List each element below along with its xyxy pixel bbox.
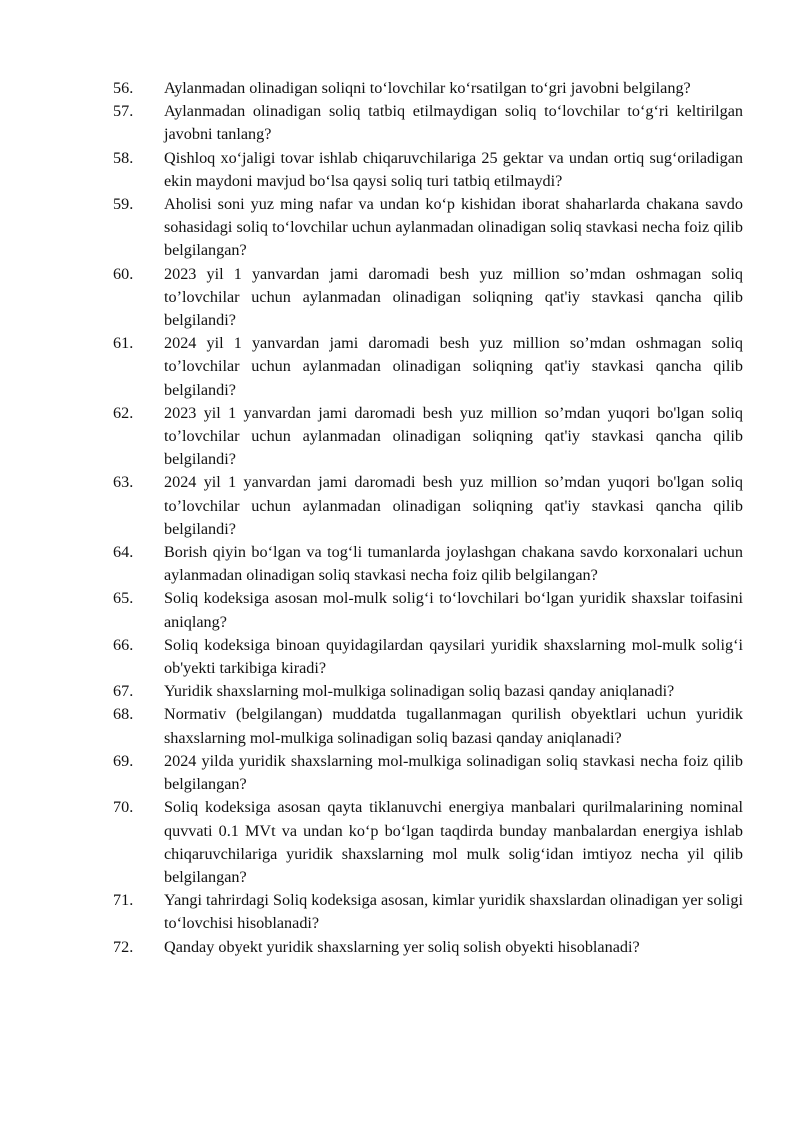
question-item bbox=[113, 263, 743, 333]
question-item bbox=[113, 750, 743, 796]
question-item bbox=[113, 936, 743, 959]
question-text: 2023 yil 1 yanvardan jami daromadi besh yuz million so’mdan yuqori bo'lgan soliq to’lovchilar uchun aylanmadan olinadigan soliqning qat'iy stavkasi qancha qilib belgilandi? bbox=[164, 403, 743, 469]
question-text: 2023 yil 1 yanvardan jami daromadi besh yuz million so’mdan oshmagan soliq to’lovchilar uchun aylanmadan olinadigan soliqning qat'iy stavkasi qancha qilib belgilandi? bbox=[164, 264, 743, 330]
question-text: 2024 yil 1 yanvardan jami daromadi besh yuz million so’mdan yuqori bo'lgan soliq to’lovchilar uchun aylanmadan olinadigan soliqning qat'iy stavkasi qancha qilib belgilandi? bbox=[164, 473, 743, 538]
question-item bbox=[113, 471, 743, 541]
question-list bbox=[113, 77, 743, 959]
question-text: Aylanmadan olinadigan soliq tatbiq etilmaydigan soliq to‘lovchilar to‘g‘ri keltirilgan javobni tanlang? bbox=[164, 102, 743, 144]
question-text: Qanday obyekt yuridik shaxslarning yer soliq solish obyekti hisoblanadi? bbox=[164, 937, 640, 956]
question-text: 2024 yil 1 yanvardan jami daromadi besh yuz million so’mdan oshmagan soliq to’lovchilar uchun aylanmadan olinadigan soliqning qat'iy stavkasi qancha qilib belgilandi? bbox=[164, 334, 743, 399]
question-number: 70. bbox=[113, 798, 134, 817]
question-text: Qishloq xo‘jaligi tovar ishlab chiqaruvchilariga 25 gektar va undan ortiq sug‘oriladigan ekin maydoni mavjud bo‘lsa qaysi soliq turi tatbiq etilmaydi? bbox=[164, 148, 743, 190]
question-text: Yuridik shaxslarning mol-mulkiga solinadigan soliq bazasi qanday aniqlanadi? bbox=[164, 682, 675, 701]
question-number: 67. bbox=[113, 682, 134, 701]
question-item bbox=[113, 541, 743, 587]
question-text: Soliq kodeksiga binoan quyidagilardan qaysilari yuridik shaxslarning mol-mulk solig‘i ob'yekti tarkibiga kiradi? bbox=[164, 635, 743, 678]
question-item bbox=[113, 402, 743, 472]
question-item bbox=[113, 77, 743, 100]
question-item bbox=[113, 587, 743, 633]
question-number: 56. bbox=[113, 79, 134, 97]
question-item bbox=[113, 193, 743, 263]
question-number: 58. bbox=[113, 148, 134, 167]
question-number: 72. bbox=[113, 937, 134, 956]
question-text: Borish qiyin bo‘lgan va tog‘li tumanlarda joylashgan chakana savdo korxonalari uchun aylanmadan olinadigan soliq stavkasi necha foiz qilib belgilangan? bbox=[164, 543, 743, 585]
question-text: Yangi tahrirdagi Soliq kodeksiga asosan, kimlar yuridik shaxslardan olinadigan yer soligi to‘lovchisi hisoblanadi? bbox=[164, 891, 743, 933]
question-number: 66. bbox=[113, 635, 134, 654]
question-item bbox=[113, 147, 743, 193]
question-text: 2024 yilda yuridik shaxslarning mol-mulkiga solinadigan soliq stavkasi necha foiz qilib belgilangan? bbox=[164, 751, 743, 794]
question-item bbox=[113, 680, 743, 703]
question-number: 57. bbox=[113, 102, 134, 121]
question-text: Soliq kodeksiga asosan mol-mulk solig‘i to‘lovchilari bo‘lgan yuridik shaxslar toifasini aniqlang? bbox=[164, 589, 743, 631]
question-text: Aylanmadan olinadigan soliqni to‘lovchilar ko‘rsatilgan to‘gri javobni belgilang? bbox=[164, 79, 691, 97]
question-text: Normativ (belgilangan) muddatda tugallanmagan qurilish obyektlari uchun yuridik shaxslarning mol-mulkiga solinadigan soliq bazasi qanday aniqlanadi? bbox=[164, 705, 743, 747]
question-number: 60. bbox=[113, 264, 134, 283]
question-number: 68. bbox=[113, 705, 134, 724]
question-text: Aholisi soni yuz ming nafar va undan ko‘p kishidan iborat shaharlarda chakana savdo sohasidagi soliq to‘lovchilar uchun aylanmadan olinadigan soliq stavkasi necha foiz qilib belgilangan? bbox=[164, 195, 743, 260]
question-number: 71. bbox=[113, 891, 134, 910]
question-number: 59. bbox=[113, 195, 134, 214]
question-number: 61. bbox=[113, 334, 134, 353]
question-number: 63. bbox=[113, 473, 134, 492]
question-item bbox=[113, 703, 743, 749]
question-item bbox=[113, 889, 743, 935]
question-text: Soliq kodeksiga asosan qayta tiklanuvchi energiya manbalari qurilmalarining nominal quvvati 0.1 MVt va undan ko‘p bo‘lgan taqdirda bunday manbalardan energiya ishlab chiqaruvchilariga yuridik shaxslarning mol mulk solig‘idan imtiyoz necha yil qilib belgilangan? bbox=[164, 798, 743, 886]
question-number: 64. bbox=[113, 543, 134, 562]
question-item bbox=[113, 796, 743, 889]
question-item bbox=[113, 634, 743, 680]
question-number: 69. bbox=[113, 751, 134, 770]
question-item bbox=[113, 100, 743, 146]
question-item bbox=[113, 332, 743, 402]
question-number: 62. bbox=[113, 403, 134, 422]
question-number: 65. bbox=[113, 589, 134, 608]
